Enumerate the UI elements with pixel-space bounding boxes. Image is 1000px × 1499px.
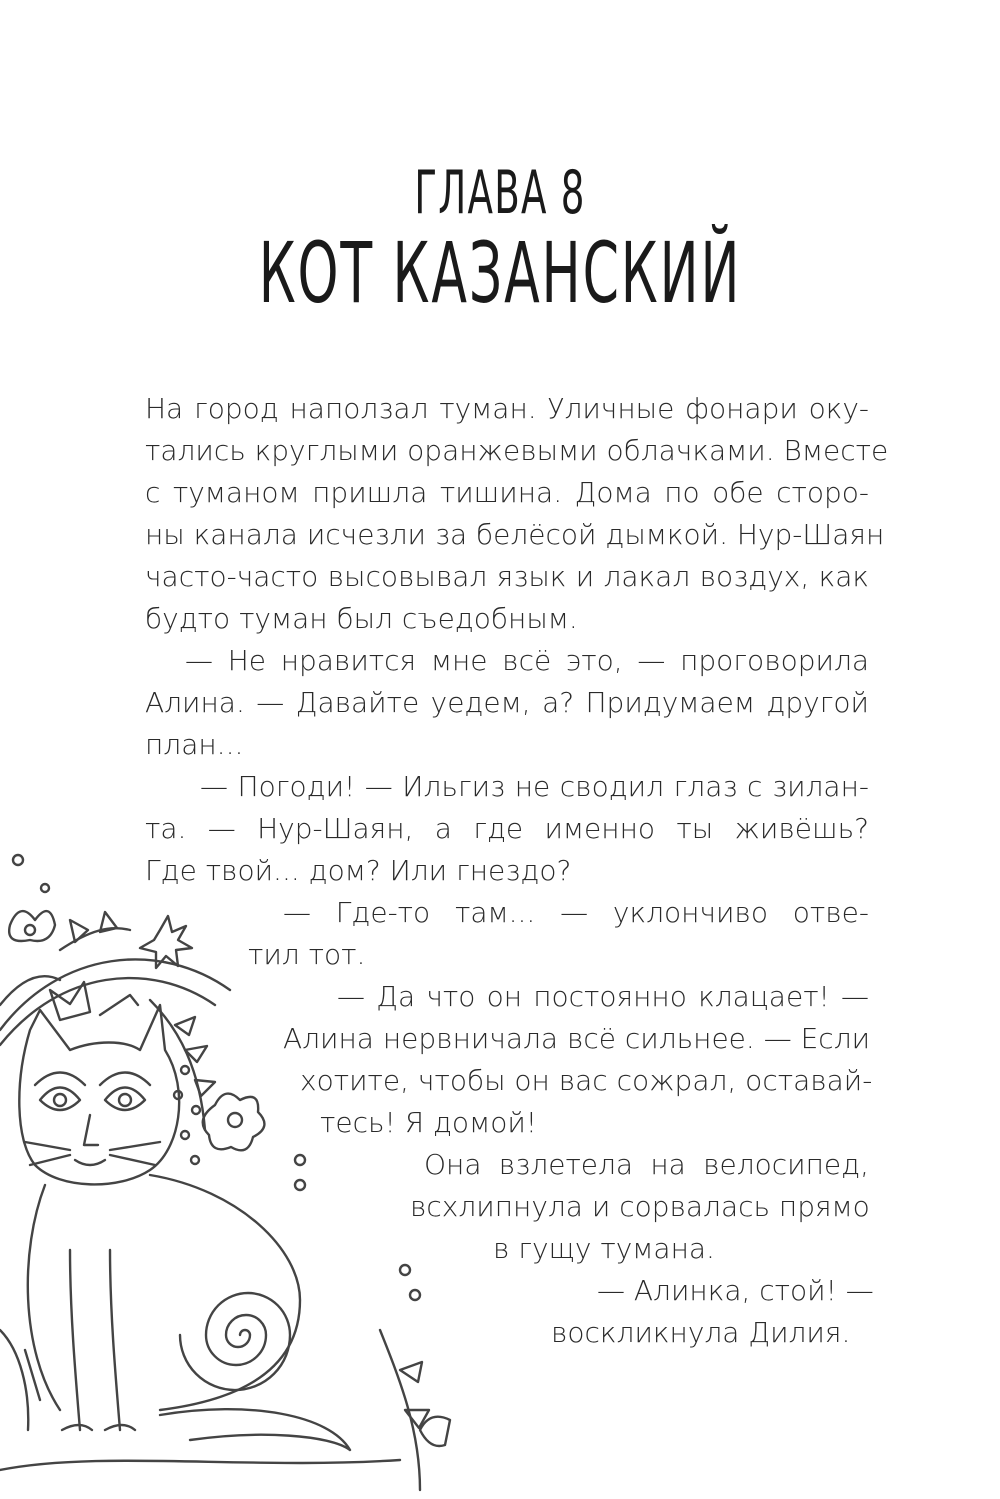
text-line: будто туман был съедобным. bbox=[145, 602, 578, 635]
text-line: ны канала исчезли за белёсой дымкой. Нур-Шаян bbox=[145, 518, 885, 551]
text-line: — Где-то там... — уклончиво отве- bbox=[283, 896, 869, 929]
text-line: тались круглыми оранжевыми облачками. Вместе bbox=[145, 434, 889, 467]
text-line: воскликнула Дилия. bbox=[551, 1316, 851, 1349]
text-line: Она взлетела на велосипед, bbox=[424, 1148, 869, 1181]
text-line: Алина. — Давайте уедем, а? Придумаем другой bbox=[145, 686, 869, 719]
text-line: в гущу тумана. bbox=[493, 1232, 715, 1265]
text-line: Алина нервничала всё сильнее. — Если bbox=[283, 1022, 871, 1055]
chapter-title: КОТ КАЗАНСКИЙ bbox=[258, 224, 742, 322]
text-line: та. — Нур-Шаян, а где именно ты живёшь? bbox=[145, 812, 869, 845]
text-line: всхлипнула и сорвалась прямо bbox=[410, 1190, 870, 1223]
text-line: с туманом пришла тишина. Дома по обе сторо- bbox=[145, 476, 869, 509]
text-line: Где твой... дом? Или гнездо? bbox=[145, 854, 572, 887]
text-line: план... bbox=[145, 728, 244, 761]
text-line: — Да что он постоянно клацает! — bbox=[337, 980, 869, 1013]
text-line: часто-часто высовывал язык и лакал воздух, как bbox=[145, 560, 869, 593]
text-line: тил тот. bbox=[248, 938, 366, 971]
text-line: — Не нравится мне всё это, — проговорила bbox=[185, 644, 869, 677]
text-line: — Алинка, стой! — bbox=[597, 1274, 874, 1307]
text-line: — Погоди! — Ильгиз не сводил глаз с зилан- bbox=[200, 770, 869, 803]
text-line: тесь! Я домой! bbox=[320, 1106, 537, 1139]
chapter-number: ГЛАВА 8 bbox=[414, 158, 586, 228]
text-line: На город наползал туман. Уличные фонари оку- bbox=[145, 392, 869, 425]
text-line: хотите, чтобы он вас сожрал, оставай- bbox=[300, 1064, 873, 1097]
